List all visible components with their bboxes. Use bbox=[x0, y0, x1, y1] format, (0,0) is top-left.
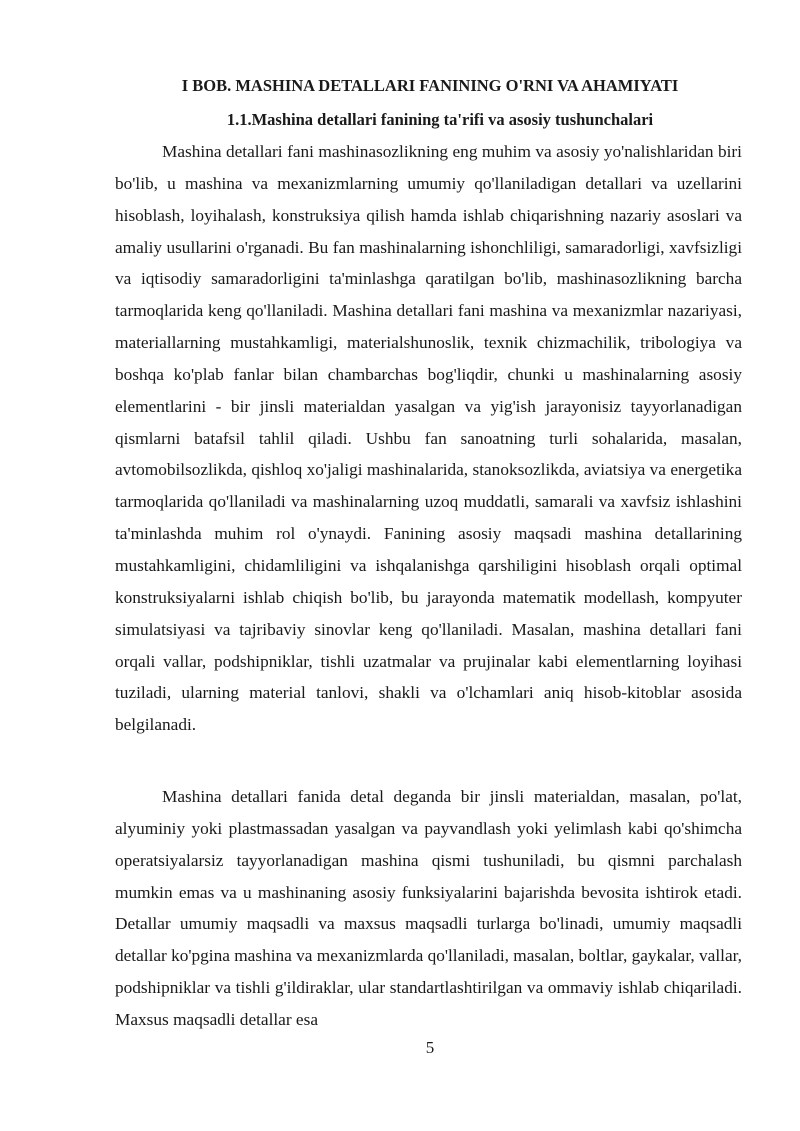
body-paragraph: Mashina detallari fanida detal deganda bir jinsli materialdan, masalan, po'lat, alyuminiy yoki plastmassadan yasalgan va payvandlash yoki yelimlash kabi qo'shimcha operatsiyalarsiz tayyorlanadigan mashina qismi tushuniladi, bu qismni parchalash mumkin emas va u mashinaning asosiy funksiyalarini bajarishda bevosita ishtirok etadi. Detallar umumiy maqsadli va maxsus maqsadli turlarga bo'linadi, umumiy maqsadli detallar ko'pgina mashina va mexanizmlarda qo'llaniladi, masalan, boltlar, gaykalar, vallar, podshipniklar va tishli g'ildiraklar, ular standartlashtirilgan va ommaviy ishlab chiqariladi. Maxsus maqsadli detallar esa bbox=[115, 787, 743, 1029]
section-title: 1.1.Mashina detallari fanining ta'rifi va asosiy tushunchalari bbox=[226, 110, 654, 129]
body-paragraph: Mashina detallari fani mashinasozlikning eng muhim va asosiy yo'nalishlaridan biri bo'lib, u mashina va mexanizmlarning umumiy qo'llaniladigan detallari va uzellarini hisoblash, loyihalash, konstruksiya qilish hamda ishlab chiqarishning nazariy asoslari va amaliy usullarini o'rganadi. Bu fan mashinalarning ishonchliligi, samaradorligi, xavfsizligi va iqtisodiy samaradorligini ta'minlashga qaratilgan bo'lib, mashinasozlikning barcha tarmoqlarida keng qo'llaniladi. Mashina detallari fani mashina va mexanizmlar nazariyasi, materiallarning mustahkamligi, materialshunoslik, texnik chizmachilik, tribologiya va boshqa ko'plab fanlar bilan chambarchas bog'liqdir, chunki u mashinalarning asosiy elementlarini - bir jinsli materialdan yasalgan va yig'ish jarayonisiz tayyorlanadigan qismlarni batafsil tahlil qiladi. Ushbu fan sanoatning turli sohalarida, masalan, avtomobilsozlikda, qishloq xo'jaligi mashinalarida, stanoksozlikda, aviatsiya va energetika tarmoqlarida qo'llaniladi va mashinalarning uzoq muddatli, samarali va xavfsiz ishlashini ta'minlashda muhim rol o'ynaydi. Fanining asosiy maqsadi mashina detallarining mustahkamligini, chidamliligini va ishqalanishga qarshiligini hisoblash orqali optimal konstruksiyalarni ishlab chiqish bo'lib, bu jarayonda matematik modellash, kompyuter simulatsiyasi va tajribaviy sinovlar keng qo'llaniladi. Masalan, mashina detallari fani orqali vallar, podshipniklar, tishli uzatmalar va prujinalar kabi elementlarning loyihasi tuziladi, ularning material tanlovi, shakli va o'lchamlari aniq hisob-kitoblar asosida belgilanadi. bbox=[115, 142, 742, 735]
page-number: 5 bbox=[425, 1038, 435, 1057]
chapter-title: I BOB. MASHINA DETALLARI FANINING O'RNI VA AHAMIYATI bbox=[181, 76, 679, 95]
